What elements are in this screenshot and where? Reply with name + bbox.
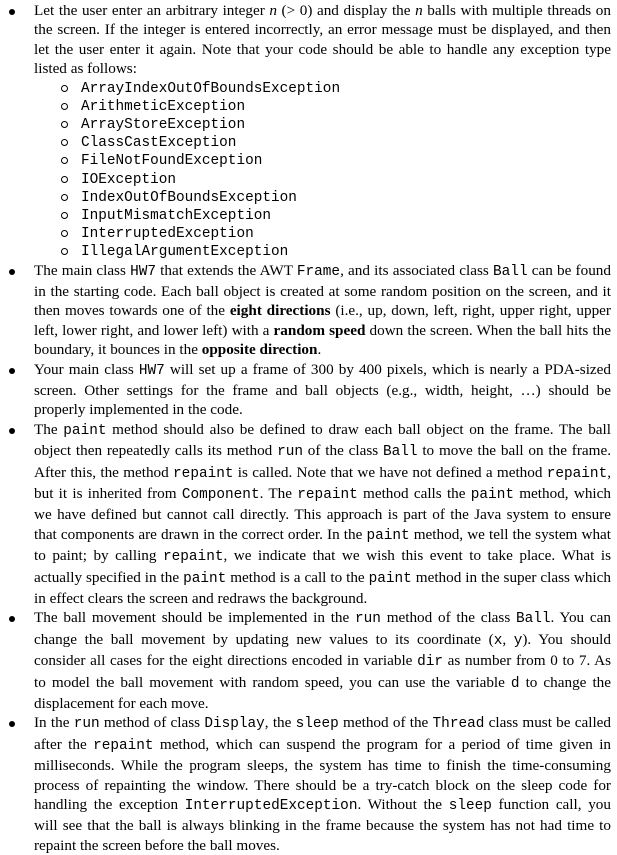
text: that extends the AWT <box>155 261 297 279</box>
code-span: y <box>513 632 523 649</box>
text: ). You should consider all cases for the eight directions encoded in variable <box>34 630 611 670</box>
text: The <box>34 420 64 438</box>
code-span: InterruptedException <box>184 798 358 815</box>
list-item-input <box>5 1 611 261</box>
circle-bullet-icon <box>61 103 68 110</box>
code-span: dir <box>417 654 443 671</box>
requirements-list <box>5 1 611 855</box>
text: balls with multiple threads on the screen. If the integer is entered incorrectly, an error message must be displayed, and then let the user enter it again. Note that your code should be able to handle any exception type listed as follows: <box>34 2 611 78</box>
text: function call, you will see that the ball is always blinking in the frame because the system has not had time to repaint the screen before the ball moves. <box>34 796 611 854</box>
exception-item <box>61 242 611 260</box>
exception-name: ClassCastException <box>81 135 237 152</box>
text: can be found in the starting code. Each ball object is created at some random position on the screen, and it then moves towards one of the <box>34 261 611 320</box>
text: method in the super class which in effect clears the screen and redraws the background. <box>34 568 611 607</box>
bullet-icon <box>9 368 15 374</box>
code-span: paint <box>368 570 412 587</box>
text: , but it is inherited from <box>34 463 611 502</box>
code-span: x <box>493 632 503 649</box>
exception-name: ArithmeticException <box>81 98 246 115</box>
circle-bullet-icon <box>61 230 68 237</box>
text: . <box>317 341 322 359</box>
bullet-icon <box>9 269 15 275</box>
code-span: Ball <box>382 444 418 461</box>
circle-bullet-icon <box>61 121 68 128</box>
circle-bullet-icon <box>61 176 68 183</box>
text: The main class <box>34 261 131 279</box>
code-span: Display <box>204 716 265 733</box>
code-span: Thread <box>432 716 485 733</box>
code-span: Frame <box>296 263 341 280</box>
code-span: repaint <box>297 486 358 503</box>
code-span: run <box>277 444 303 461</box>
code-span: sleep <box>448 798 492 815</box>
text: method, we tell the system what to paint; by calling <box>34 525 611 565</box>
code-span: paint <box>63 422 107 439</box>
text: method is a call to the <box>226 568 369 586</box>
text: will set up a frame of 300 by 400 pixels, which is nearly a PDA-sized screen. Other settings for the frame and ball objects (e.g., width, height, …) should be properly implemented in the code. <box>34 360 611 419</box>
circle-bullet-icon <box>61 85 68 92</box>
code-span: Ball <box>493 263 528 280</box>
text: . Without the <box>357 796 449 814</box>
text: , we indicate that we wish this event to take place. What is actually specified in the <box>34 547 611 586</box>
text: . You can change the ball movement by updating new values to its coordinate ( <box>34 609 611 648</box>
circle-bullet-icon <box>61 157 68 164</box>
exception-name: ArrayStoreException <box>81 117 246 133</box>
code-span: repaint <box>93 737 154 754</box>
circle-bullet-icon <box>61 212 68 219</box>
exception-item <box>61 79 611 97</box>
code-span: paint <box>470 486 514 503</box>
text: method, which can suspend the program for a period of time given in milliseconds. While the program sleeps, the system has time to finish the time-consuming process of repainting the window. There should be a try-catch block on the sleep code for handling the exception <box>34 735 612 814</box>
text: method of the class <box>380 609 516 627</box>
exception-item <box>61 133 611 151</box>
exception-name: InterruptedException <box>81 226 254 243</box>
code-span: run <box>355 611 381 628</box>
circle-bullet-icon <box>61 139 68 146</box>
code-span: Component <box>181 486 260 503</box>
bold-text: opposite direction <box>201 341 318 359</box>
var-n: n <box>415 2 423 19</box>
exception-name: IndexOutOfBoundsException <box>81 189 297 206</box>
list-item-paint <box>5 420 611 609</box>
code-span: run <box>73 716 100 733</box>
text: Your main class <box>34 360 139 378</box>
text: class must be called after the <box>34 714 611 753</box>
code-span: paint <box>183 570 227 587</box>
text: method of the <box>338 714 433 732</box>
text: method calls the <box>357 484 471 502</box>
bullet-icon <box>9 616 15 622</box>
text: (> 0) and display the <box>276 2 416 19</box>
list-item-main-class <box>5 261 611 360</box>
circle-bullet-icon <box>61 194 68 201</box>
code-span: HW7 <box>138 362 165 379</box>
exception-item <box>61 188 611 206</box>
text: as number from 0 to 7. As to model the ball movement with random speed, you can use the variable <box>34 652 611 691</box>
text: Let the user enter an arbitrary integer <box>34 2 270 19</box>
code-span: paint <box>366 527 410 544</box>
text: method of class <box>99 714 205 732</box>
bullet-icon <box>9 428 15 434</box>
exception-item <box>61 170 611 188</box>
code-span: Ball <box>515 611 551 628</box>
exception-name: IOException <box>81 171 176 188</box>
circle-bullet-icon <box>61 248 68 255</box>
exception-item <box>61 224 611 242</box>
list-item-sleep <box>5 713 611 855</box>
text: , and its associated class <box>340 261 494 279</box>
code-span: sleep <box>295 716 339 733</box>
text: to move the ball on the frame. After this, the method <box>34 442 611 481</box>
exception-name: InputMismatchException <box>81 207 271 224</box>
text: down the screen. When the ball hits the boundary, it bounces in the <box>34 321 611 359</box>
bold-text: random speed <box>273 321 366 339</box>
code-span: repaint <box>163 549 224 566</box>
exception-list <box>34 79 611 261</box>
code-span: HW7 <box>130 263 156 280</box>
bold-text: eight directions <box>229 302 331 320</box>
bullet-icon <box>9 721 15 727</box>
text: of the class <box>303 442 383 460</box>
text: , <box>502 630 514 648</box>
text: method should also be defined to draw each ball object on the frame. The ball object then repeatedly calls its method <box>34 420 611 460</box>
exception-name: FileNotFoundException <box>81 153 263 170</box>
text: method, which we have defined but cannot call directly. This approach is part of the Java system to ensure that components are drawn in the correct order. In the <box>34 484 611 543</box>
text: (i.e., up, down, left, right, upper right, upper left, lower right, and lower left) with a <box>34 302 611 339</box>
text: to change the displacement for each move. <box>34 673 612 713</box>
text: . The <box>259 484 298 502</box>
var-n: n <box>269 2 277 19</box>
code-span: repaint <box>546 465 608 482</box>
code-span: d <box>510 675 520 692</box>
list-item-frame-size <box>5 360 611 420</box>
list-item-ball-movement <box>5 608 611 713</box>
code-span: repaint <box>173 465 234 482</box>
bullet-icon <box>9 9 15 15</box>
text: , the <box>264 714 296 732</box>
exception-item <box>61 115 611 133</box>
text: In the <box>34 714 74 732</box>
text: The ball movement should be implemented in the <box>34 609 356 627</box>
exception-name: IllegalArgumentException <box>81 244 289 261</box>
text: is called. Note that we have not defined a method <box>233 463 547 481</box>
exception-name: ArrayIndexOutOfBoundsException <box>81 80 341 97</box>
exception-item <box>61 97 611 115</box>
exception-item <box>61 206 611 224</box>
exception-item <box>61 151 611 169</box>
